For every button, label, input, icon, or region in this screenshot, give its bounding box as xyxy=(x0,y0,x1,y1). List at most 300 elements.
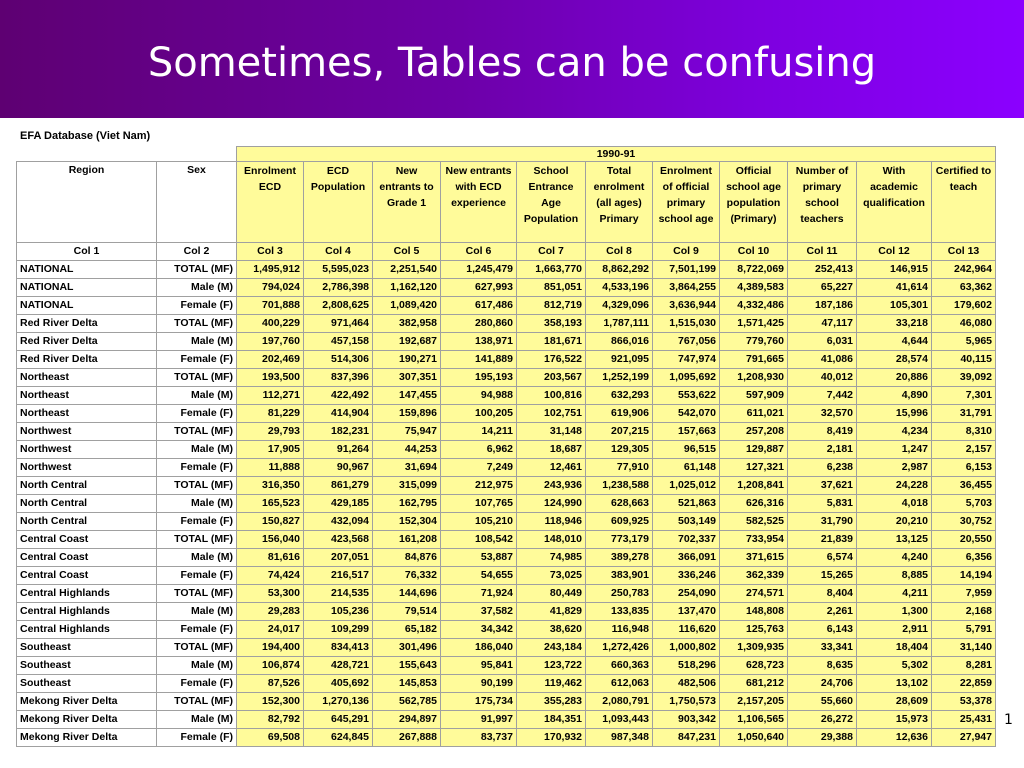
value-cell: 33,218 xyxy=(857,315,932,333)
value-cell: 14,194 xyxy=(932,567,996,585)
value-cell: 105,301 xyxy=(857,297,932,315)
value-cell: 1,663,770 xyxy=(517,261,586,279)
value-cell: 617,486 xyxy=(441,297,517,315)
value-cell: 624,845 xyxy=(304,729,373,747)
value-cell: 6,031 xyxy=(788,333,857,351)
value-cell: 24,017 xyxy=(237,621,304,639)
value-cell: 53,378 xyxy=(932,693,996,711)
table-row xyxy=(17,693,996,711)
value-cell: 212,975 xyxy=(441,477,517,495)
sex-cell: Male (M) xyxy=(157,495,237,513)
value-cell: 1,208,841 xyxy=(720,477,788,495)
value-cell: 582,525 xyxy=(720,513,788,531)
value-cell: 63,362 xyxy=(932,279,996,297)
value-cell: 4,332,486 xyxy=(720,297,788,315)
value-cell: 11,888 xyxy=(237,459,304,477)
value-cell: 8,281 xyxy=(932,657,996,675)
value-cell: 6,356 xyxy=(932,549,996,567)
value-cell: 4,644 xyxy=(857,333,932,351)
value-cell: 7,501,199 xyxy=(653,261,720,279)
value-cell: 18,404 xyxy=(857,639,932,657)
value-cell: 40,012 xyxy=(788,369,857,387)
table-row xyxy=(17,549,996,567)
value-cell: 190,271 xyxy=(373,351,441,369)
value-cell: 119,462 xyxy=(517,675,586,693)
value-cell: 791,665 xyxy=(720,351,788,369)
value-cell: 65,227 xyxy=(788,279,857,297)
value-cell: 170,932 xyxy=(517,729,586,747)
sex-cell: Male (M) xyxy=(157,549,237,567)
value-cell: 24,228 xyxy=(857,477,932,495)
column-header-row xyxy=(17,162,996,243)
value-cell: 141,889 xyxy=(441,351,517,369)
value-cell: 779,760 xyxy=(720,333,788,351)
value-cell: 294,897 xyxy=(373,711,441,729)
column-number: Col 4 xyxy=(304,243,373,261)
value-cell: 362,339 xyxy=(720,567,788,585)
table-row xyxy=(17,621,996,639)
value-cell: 414,904 xyxy=(304,405,373,423)
value-cell: 38,620 xyxy=(517,621,586,639)
value-cell: 193,500 xyxy=(237,369,304,387)
value-cell: 159,896 xyxy=(373,405,441,423)
table-row xyxy=(17,567,996,585)
sex-cell: TOTAL (MF) xyxy=(157,477,237,495)
value-cell: 250,783 xyxy=(586,585,653,603)
value-cell: 53,300 xyxy=(237,585,304,603)
slide-title: Sometimes, Tables can be confusing xyxy=(147,40,877,86)
value-cell: 4,329,096 xyxy=(586,297,653,315)
column-number: Col 8 xyxy=(586,243,653,261)
value-cell: 619,906 xyxy=(586,405,653,423)
region-cell: North Central xyxy=(17,477,157,495)
value-cell: 203,567 xyxy=(517,369,586,387)
value-cell: 105,210 xyxy=(441,513,517,531)
value-cell: 242,964 xyxy=(932,261,996,279)
column-header: School Entrance Age Population xyxy=(517,162,586,243)
table-row xyxy=(17,495,996,513)
sex-cell: TOTAL (MF) xyxy=(157,261,237,279)
value-cell: 84,876 xyxy=(373,549,441,567)
value-cell: 195,193 xyxy=(441,369,517,387)
value-cell: 6,143 xyxy=(788,621,857,639)
value-cell: 75,947 xyxy=(373,423,441,441)
value-cell: 542,070 xyxy=(653,405,720,423)
value-cell: 216,517 xyxy=(304,567,373,585)
value-cell: 1,093,443 xyxy=(586,711,653,729)
value-cell: 47,117 xyxy=(788,315,857,333)
column-header: Official school age population (Primary) xyxy=(720,162,788,243)
value-cell: 194,400 xyxy=(237,639,304,657)
table-row xyxy=(17,279,996,297)
region-cell: Northwest xyxy=(17,459,157,477)
value-cell: 8,419 xyxy=(788,423,857,441)
column-header: New entrants to Grade 1 xyxy=(373,162,441,243)
sex-cell: Male (M) xyxy=(157,441,237,459)
sex-cell: Female (F) xyxy=(157,513,237,531)
value-cell: 2,251,540 xyxy=(373,261,441,279)
region-cell: North Central xyxy=(17,513,157,531)
value-cell: 903,342 xyxy=(653,711,720,729)
column-number: Col 11 xyxy=(788,243,857,261)
value-cell: 91,264 xyxy=(304,441,373,459)
value-cell: 4,240 xyxy=(857,549,932,567)
value-cell: 274,571 xyxy=(720,585,788,603)
value-cell: 1,050,640 xyxy=(720,729,788,747)
value-cell: 518,296 xyxy=(653,657,720,675)
value-cell: 8,404 xyxy=(788,585,857,603)
value-cell: 116,948 xyxy=(586,621,653,639)
value-cell: 96,515 xyxy=(653,441,720,459)
value-cell: 4,211 xyxy=(857,585,932,603)
sex-cell: TOTAL (MF) xyxy=(157,315,237,333)
value-cell: 482,506 xyxy=(653,675,720,693)
value-cell: 12,461 xyxy=(517,459,586,477)
sex-cell: Female (F) xyxy=(157,621,237,639)
efa-data-table xyxy=(16,146,996,747)
value-cell: 7,301 xyxy=(932,387,996,405)
value-cell: 383,901 xyxy=(586,567,653,585)
value-cell: 21,839 xyxy=(788,531,857,549)
value-cell: 1,208,930 xyxy=(720,369,788,387)
value-cell: 1,089,420 xyxy=(373,297,441,315)
sex-cell: Male (M) xyxy=(157,387,237,405)
value-cell: 118,946 xyxy=(517,513,586,531)
value-cell: 405,692 xyxy=(304,675,373,693)
value-cell: 358,193 xyxy=(517,315,586,333)
value-cell: 5,791 xyxy=(932,621,996,639)
value-cell: 660,363 xyxy=(586,657,653,675)
value-cell: 628,723 xyxy=(720,657,788,675)
value-cell: 53,887 xyxy=(441,549,517,567)
value-cell: 129,305 xyxy=(586,441,653,459)
value-cell: 41,614 xyxy=(857,279,932,297)
value-cell: 81,229 xyxy=(237,405,304,423)
value-cell: 243,184 xyxy=(517,639,586,657)
region-cell: Northeast xyxy=(17,405,157,423)
column-number-row xyxy=(17,243,996,261)
sex-cell: Female (F) xyxy=(157,297,237,315)
value-cell: 6,962 xyxy=(441,441,517,459)
value-cell: 106,874 xyxy=(237,657,304,675)
column-number: Col 2 xyxy=(157,243,237,261)
value-cell: 76,332 xyxy=(373,567,441,585)
value-cell: 257,208 xyxy=(720,423,788,441)
value-cell: 3,636,944 xyxy=(653,297,720,315)
table-row xyxy=(17,315,996,333)
value-cell: 423,568 xyxy=(304,531,373,549)
value-cell: 987,348 xyxy=(586,729,653,747)
region-cell: Mekong River Delta xyxy=(17,693,157,711)
value-cell: 157,663 xyxy=(653,423,720,441)
value-cell: 2,987 xyxy=(857,459,932,477)
value-cell: 147,455 xyxy=(373,387,441,405)
sex-cell: TOTAL (MF) xyxy=(157,585,237,603)
region-cell: Central Highlands xyxy=(17,621,157,639)
value-cell: 40,115 xyxy=(932,351,996,369)
value-cell: 162,795 xyxy=(373,495,441,513)
value-cell: 382,958 xyxy=(373,315,441,333)
value-cell: 95,841 xyxy=(441,657,517,675)
value-cell: 280,860 xyxy=(441,315,517,333)
value-cell: 108,542 xyxy=(441,531,517,549)
value-cell: 2,911 xyxy=(857,621,932,639)
sex-cell: TOTAL (MF) xyxy=(157,423,237,441)
value-cell: 1,787,111 xyxy=(586,315,653,333)
value-cell: 148,808 xyxy=(720,603,788,621)
region-cell: Northeast xyxy=(17,369,157,387)
value-cell: 77,910 xyxy=(586,459,653,477)
column-number: Col 10 xyxy=(720,243,788,261)
value-cell: 15,265 xyxy=(788,567,857,585)
value-cell: 125,763 xyxy=(720,621,788,639)
value-cell: 105,236 xyxy=(304,603,373,621)
value-cell: 7,442 xyxy=(788,387,857,405)
value-cell: 5,703 xyxy=(932,495,996,513)
value-cell: 22,859 xyxy=(932,675,996,693)
table-row xyxy=(17,297,996,315)
sex-cell: Female (F) xyxy=(157,567,237,585)
sex-cell: Male (M) xyxy=(157,333,237,351)
value-cell: 90,967 xyxy=(304,459,373,477)
value-cell: 4,389,583 xyxy=(720,279,788,297)
value-cell: 31,791 xyxy=(932,405,996,423)
table-row xyxy=(17,513,996,531)
value-cell: 127,321 xyxy=(720,459,788,477)
value-cell: 175,734 xyxy=(441,693,517,711)
value-cell: 5,595,023 xyxy=(304,261,373,279)
value-cell: 182,231 xyxy=(304,423,373,441)
table-body xyxy=(17,261,996,747)
value-cell: 553,622 xyxy=(653,387,720,405)
value-cell: 1,270,136 xyxy=(304,693,373,711)
value-cell: 702,337 xyxy=(653,531,720,549)
value-cell: 202,469 xyxy=(237,351,304,369)
region-cell: Southeast xyxy=(17,675,157,693)
table-row xyxy=(17,657,996,675)
table-row xyxy=(17,333,996,351)
value-cell: 161,208 xyxy=(373,531,441,549)
value-cell: 20,886 xyxy=(857,369,932,387)
value-cell: 102,751 xyxy=(517,405,586,423)
value-cell: 156,040 xyxy=(237,531,304,549)
value-cell: 3,864,255 xyxy=(653,279,720,297)
value-cell: 422,492 xyxy=(304,387,373,405)
value-cell: 1,571,425 xyxy=(720,315,788,333)
value-cell: 74,985 xyxy=(517,549,586,567)
column-header: Certified to teach xyxy=(932,162,996,243)
value-cell: 116,620 xyxy=(653,621,720,639)
value-cell: 94,988 xyxy=(441,387,517,405)
value-cell: 214,535 xyxy=(304,585,373,603)
value-cell: 124,990 xyxy=(517,495,586,513)
value-cell: 34,342 xyxy=(441,621,517,639)
value-cell: 4,018 xyxy=(857,495,932,513)
value-cell: 61,148 xyxy=(653,459,720,477)
value-cell: 8,635 xyxy=(788,657,857,675)
table-row xyxy=(17,423,996,441)
value-cell: 837,396 xyxy=(304,369,373,387)
value-cell: 1,252,199 xyxy=(586,369,653,387)
value-cell: 192,687 xyxy=(373,333,441,351)
region-cell: Central Coast xyxy=(17,549,157,567)
value-cell: 628,663 xyxy=(586,495,653,513)
value-cell: 155,643 xyxy=(373,657,441,675)
value-cell: 612,063 xyxy=(586,675,653,693)
value-cell: 187,186 xyxy=(788,297,857,315)
column-number: Col 7 xyxy=(517,243,586,261)
value-cell: 13,125 xyxy=(857,531,932,549)
value-cell: 81,616 xyxy=(237,549,304,567)
value-cell: 400,229 xyxy=(237,315,304,333)
value-cell: 123,722 xyxy=(517,657,586,675)
value-cell: 144,696 xyxy=(373,585,441,603)
value-cell: 971,464 xyxy=(304,315,373,333)
value-cell: 1,106,565 xyxy=(720,711,788,729)
value-cell: 2,168 xyxy=(932,603,996,621)
value-cell: 28,609 xyxy=(857,693,932,711)
value-cell: 371,615 xyxy=(720,549,788,567)
value-cell: 1,750,573 xyxy=(653,693,720,711)
page-number: 1 xyxy=(1004,712,1013,728)
value-cell: 1,515,030 xyxy=(653,315,720,333)
value-cell: 301,496 xyxy=(373,639,441,657)
value-cell: 5,965 xyxy=(932,333,996,351)
value-cell: 26,272 xyxy=(788,711,857,729)
region-cell: Mekong River Delta xyxy=(17,711,157,729)
value-cell: 24,706 xyxy=(788,675,857,693)
value-cell: 355,283 xyxy=(517,693,586,711)
region-cell: NATIONAL xyxy=(17,261,157,279)
region-cell: NATIONAL xyxy=(17,297,157,315)
sex-cell: Female (F) xyxy=(157,729,237,747)
value-cell: 432,094 xyxy=(304,513,373,531)
value-cell: 2,157 xyxy=(932,441,996,459)
region-cell: Central Coast xyxy=(17,567,157,585)
value-cell: 74,424 xyxy=(237,567,304,585)
sex-cell: Male (M) xyxy=(157,279,237,297)
value-cell: 20,550 xyxy=(932,531,996,549)
value-cell: 645,291 xyxy=(304,711,373,729)
value-cell: 176,522 xyxy=(517,351,586,369)
value-cell: 315,099 xyxy=(373,477,441,495)
value-cell: 82,792 xyxy=(237,711,304,729)
value-cell: 150,827 xyxy=(237,513,304,531)
table-row xyxy=(17,639,996,657)
region-cell: Southeast xyxy=(17,657,157,675)
region-cell: Central Highlands xyxy=(17,603,157,621)
value-cell: 87,526 xyxy=(237,675,304,693)
value-cell: 389,278 xyxy=(586,549,653,567)
table-row xyxy=(17,711,996,729)
value-cell: 1,495,912 xyxy=(237,261,304,279)
value-cell: 254,090 xyxy=(653,585,720,603)
region-cell: Northwest xyxy=(17,423,157,441)
value-cell: 91,997 xyxy=(441,711,517,729)
sex-cell: Male (M) xyxy=(157,603,237,621)
value-cell: 747,974 xyxy=(653,351,720,369)
column-header: Enrolment of official primary school age xyxy=(653,162,720,243)
value-cell: 55,660 xyxy=(788,693,857,711)
table-row xyxy=(17,459,996,477)
value-cell: 112,271 xyxy=(237,387,304,405)
value-cell: 2,080,791 xyxy=(586,693,653,711)
region-cell: Southeast xyxy=(17,639,157,657)
value-cell: 794,024 xyxy=(237,279,304,297)
value-cell: 701,888 xyxy=(237,297,304,315)
value-cell: 138,971 xyxy=(441,333,517,351)
value-cell: 8,862,292 xyxy=(586,261,653,279)
value-cell: 252,413 xyxy=(788,261,857,279)
value-cell: 207,051 xyxy=(304,549,373,567)
column-number: Col 9 xyxy=(653,243,720,261)
region-cell: Northeast xyxy=(17,387,157,405)
sex-cell: Female (F) xyxy=(157,459,237,477)
value-cell: 145,853 xyxy=(373,675,441,693)
value-cell: 521,863 xyxy=(653,495,720,513)
value-cell: 267,888 xyxy=(373,729,441,747)
value-cell: 12,636 xyxy=(857,729,932,747)
region-cell: Northwest xyxy=(17,441,157,459)
value-cell: 861,279 xyxy=(304,477,373,495)
value-cell: 457,158 xyxy=(304,333,373,351)
value-cell: 1,238,588 xyxy=(586,477,653,495)
table-row xyxy=(17,585,996,603)
value-cell: 834,413 xyxy=(304,639,373,657)
sex-cell: Female (F) xyxy=(157,675,237,693)
table-row xyxy=(17,369,996,387)
column-number: Col 13 xyxy=(932,243,996,261)
table-row xyxy=(17,441,996,459)
value-cell: 31,790 xyxy=(788,513,857,531)
column-number: Col 5 xyxy=(373,243,441,261)
value-cell: 851,051 xyxy=(517,279,586,297)
value-cell: 8,885 xyxy=(857,567,932,585)
value-cell: 429,185 xyxy=(304,495,373,513)
value-cell: 921,095 xyxy=(586,351,653,369)
region-cell: Mekong River Delta xyxy=(17,729,157,747)
value-cell: 36,455 xyxy=(932,477,996,495)
sex-cell: Female (F) xyxy=(157,405,237,423)
value-cell: 179,602 xyxy=(932,297,996,315)
value-cell: 7,959 xyxy=(932,585,996,603)
value-cell: 146,915 xyxy=(857,261,932,279)
value-cell: 31,694 xyxy=(373,459,441,477)
value-cell: 184,351 xyxy=(517,711,586,729)
value-cell: 20,210 xyxy=(857,513,932,531)
value-cell: 69,508 xyxy=(237,729,304,747)
value-cell: 847,231 xyxy=(653,729,720,747)
value-cell: 29,388 xyxy=(788,729,857,747)
value-cell: 13,102 xyxy=(857,675,932,693)
value-cell: 31,148 xyxy=(517,423,586,441)
value-cell: 107,765 xyxy=(441,495,517,513)
value-cell: 428,721 xyxy=(304,657,373,675)
value-cell: 336,246 xyxy=(653,567,720,585)
region-cell: NATIONAL xyxy=(17,279,157,297)
value-cell: 54,655 xyxy=(441,567,517,585)
table-row xyxy=(17,675,996,693)
sex-cell: TOTAL (MF) xyxy=(157,639,237,657)
value-cell: 31,140 xyxy=(932,639,996,657)
table-row xyxy=(17,351,996,369)
column-header: With academic qualification xyxy=(857,162,932,243)
value-cell: 133,835 xyxy=(586,603,653,621)
value-cell: 243,936 xyxy=(517,477,586,495)
value-cell: 514,306 xyxy=(304,351,373,369)
value-cell: 2,181 xyxy=(788,441,857,459)
value-cell: 25,431 xyxy=(932,711,996,729)
